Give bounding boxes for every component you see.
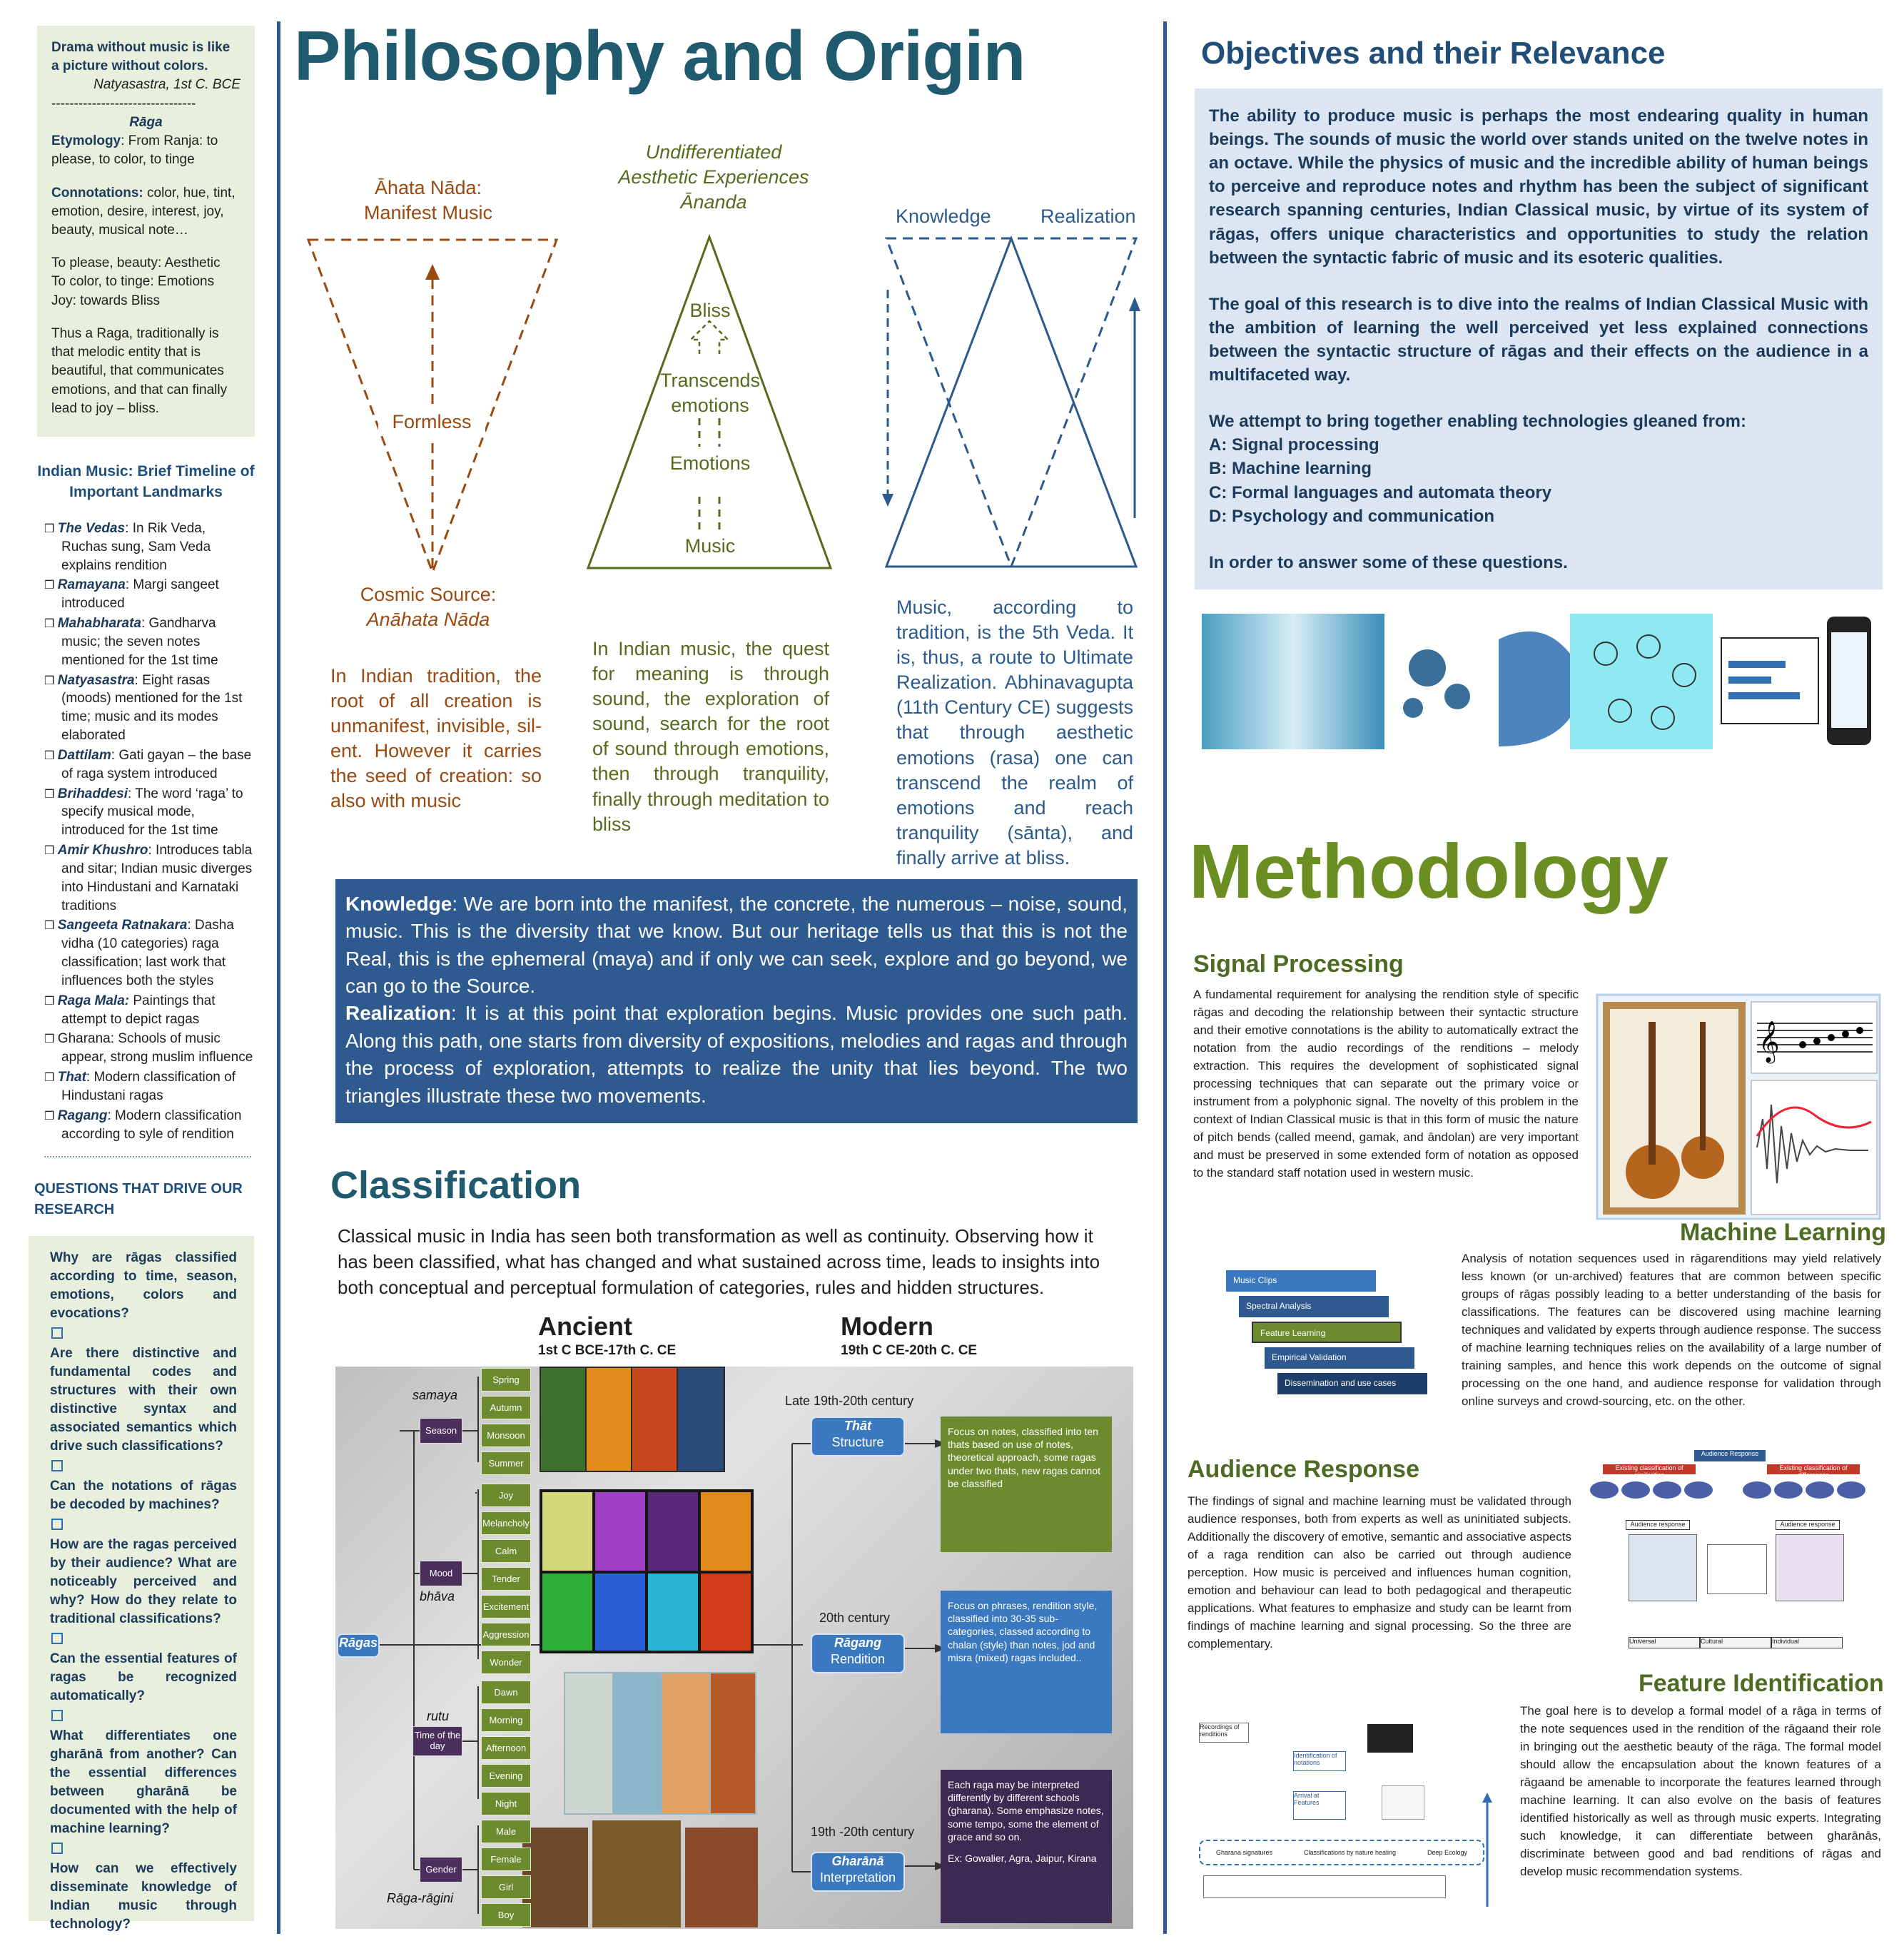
ml-step: Spectral Analysis — [1239, 1296, 1389, 1317]
question-item: How can we effectively disseminate knowledge of Indian music through technology? — [50, 1861, 237, 1932]
timeline-item: ❒ Gharana: Schools of music appear, strong muslim influence — [44, 1030, 255, 1067]
objective-d: D: Psychology and communication — [1209, 506, 1495, 526]
audience-response-diagram — [1589, 1450, 1883, 1658]
checkbox-icon — [51, 1460, 63, 1471]
knowledge-realization-box — [335, 879, 1138, 1123]
mood-item: Melancholy — [481, 1511, 531, 1535]
season-item: Autumn — [481, 1396, 531, 1419]
question-item: How are the ragas perceived by their audience? What are noticeably perceived and why? How do they relate to traditional classifications? — [50, 1537, 237, 1627]
fi-bottom-row: Gharana signatures Classifications by nature healing Deep Ecology — [1199, 1840, 1484, 1865]
quote-source: Natyasastra, 1st C. BCE — [93, 77, 240, 93]
modern-heading: Modern — [841, 1312, 933, 1341]
column-divider-right — [1163, 21, 1167, 1934]
raga-summary: Thus a Raga, traditionally is that melodic entity that is beautiful, that communicates emotions, and that can finally lead to joy – bliss. — [51, 325, 228, 416]
connotations: Connotations: color, hue, tint, emotion, desire, interest, joy, beauty, musical note… — [51, 185, 236, 238]
fi-features: Arrival at Features — [1293, 1791, 1346, 1820]
aesthetic-line: To please, beauty: Aesthetic — [51, 255, 221, 271]
audience-response-title: Audience Response — [1188, 1456, 1419, 1483]
ar-diag-nodes — [1589, 1479, 1883, 1507]
ar-diag-resp1: Audience response — [1626, 1520, 1690, 1530]
ar-diag-sim-box — [1629, 1534, 1697, 1601]
classification-intro: Classical music in India has seen both transformation as well as continuity. Observing how it has been classified, what has changed and what sustained across time, leads to insights into both conceptual and perceptual formulation of categories, rules and hidden structures. — [338, 1225, 1100, 1298]
ar-diag-diff-box — [1776, 1534, 1844, 1601]
timeline-item: ❒ Mahabharata: Gandharva music; the seven notes mentioned for the 1st time — [44, 614, 255, 669]
bhava-label: bhāva — [420, 1589, 455, 1603]
quote: Drama without music is like a picture without colors. — [51, 40, 231, 74]
questions-box — [29, 1236, 254, 1932]
raga-definition-box — [37, 26, 255, 437]
that-info: Focus on notes, classified into ten thats based on use of notes, theoretical approach, some ragas under two thats, new ragas cannot be classified — [941, 1417, 1112, 1552]
tri2-transcends: Transcends emotions — [659, 370, 761, 417]
questions-title: QUESTIONS THAT DRIVE OUR RESEARCH — [34, 1181, 243, 1217]
ar-diag-diff: Existing classification of differences — [1767, 1464, 1860, 1474]
timeline-item: ❒ The Vedas: In Rik Veda, Ruchas sung, Sam Veda explains rendition — [44, 520, 255, 574]
gender-item: Girl — [481, 1875, 531, 1899]
objective-b: B: Machine learning — [1209, 459, 1372, 479]
season-item: Spring — [481, 1368, 531, 1392]
mood-item: Excitement — [481, 1595, 531, 1618]
classification-title: Classification — [330, 1164, 582, 1207]
classification-diagram — [335, 1367, 1133, 1929]
ar-diag-sim: Existing classification of similarities — [1603, 1464, 1696, 1474]
mood-item: Tender — [481, 1567, 531, 1591]
tri3-realization-label: Realization — [1040, 206, 1136, 227]
time-item: Evening — [481, 1764, 531, 1788]
gender-item: Female — [481, 1848, 531, 1871]
time-node: Time of the day — [412, 1726, 462, 1756]
timeline-item: ❒ Brihaddesi: The word ‘raga’ to specify musical mode, introduced for the 1st time — [44, 785, 255, 840]
timeline-title: Indian Music: Brief Timeline of Important Landmarks — [37, 463, 255, 501]
season-item: Summer — [481, 1451, 531, 1475]
joy-line: Joy: towards Bliss — [51, 293, 161, 308]
signal-processing-title: Signal Processing — [1193, 951, 1404, 978]
period-20th: 20th century — [819, 1611, 891, 1625]
ragang-info: Focus on phrases, rendition style, classified into 30-35 sub-categories, classed according to chalan (style) than notes, jod and misra (mixed) ragas included.. — [941, 1591, 1112, 1733]
tri3-knowledge-label: Knowledge — [896, 206, 991, 227]
tri2-emotions: Emotions — [669, 452, 751, 474]
gharana-node: Gharānā Interpretation — [811, 1852, 905, 1892]
feature-identification-text: The goal here is to develop a formal model of a rāga in terms of the note sequences used in the rendition of the rāgaand their role in bringing out the aesthetic beauty of the rāga. The formal model should allow the encapsulation about the known features of a rāgaand be amenable to incorporate the features learned through machine learning. It can also evolve on the basis of features identified historically as well as through music experts. Integrating such knowledge, it can differentiate between gharānās, discriminate between good and bad renditions of rāgas and develop music recommendation systems. — [1520, 1704, 1881, 1878]
that-node: Thāt Structure — [811, 1417, 905, 1456]
technology-images — [1192, 611, 1888, 754]
ml-step: Feature Learning — [1252, 1322, 1402, 1343]
knowledge-para: Knowledge: We are born into the manifest, the concrete, the numerous – noise, sound, music. This is the diversity that we know. But our heritage tells us that this is not the Real, this is the ephemeral (maya) and if only we can seek, explore and go beyond, we can go to the Source. — [345, 893, 1128, 998]
timeline-item: ❒ Ramayana: Margi sangeet introduced — [44, 576, 255, 613]
fi-identification: Identification of notations — [1293, 1751, 1346, 1771]
time-item: Night — [481, 1792, 531, 1815]
spectrogram-image — [1202, 614, 1384, 749]
tri1-description: In Indian tradition, the root of all creation is unmanifest, invisible, sil-ent. However it carries the seed of creation: so also with music — [330, 665, 542, 812]
objectives-p4: In order to answer some of these questions. — [1209, 552, 1568, 572]
ar-diag-resp2: Audience response — [1776, 1520, 1840, 1530]
objectives-box — [1195, 88, 1883, 589]
tri2-music: Music — [684, 535, 736, 557]
page-title: Philosophy and Origin — [294, 16, 1026, 95]
objectives-p2: The goal of this research is to dive into the realms of Indian Classical Music with the ambition of learning the well perceived yet less explained connections between the syntactic structure of rāgas and their effects on the audience in a multifaceted way. — [1209, 294, 1868, 385]
season-item: Monsoon — [481, 1424, 531, 1447]
checkbox-icon — [51, 1519, 63, 1530]
tri1-bottom-label: Cosmic Source: Anāhata Nāda — [360, 584, 497, 631]
fi-recordings: Recordings of renditions — [1199, 1723, 1249, 1743]
inverted-triangle-diagram — [305, 233, 559, 579]
ar-diag-bottom: Universal Cultural Individual — [1629, 1637, 1843, 1648]
ragas-root-node: Rāgas — [337, 1633, 380, 1658]
checkbox-icon — [51, 1327, 63, 1339]
automata-image — [1570, 614, 1713, 749]
mood-node: Mood — [420, 1561, 462, 1586]
ml-step: Dissemination and use cases — [1277, 1373, 1427, 1394]
mood-item: Wonder — [481, 1651, 531, 1674]
timeline-item: ❒ Amir Khushro: Introduces tabla and sitar; Indian music diverges into Hindustani and Karnataki traditions — [44, 841, 255, 915]
timeline-list — [44, 520, 255, 1145]
mood-item: Calm — [481, 1539, 531, 1563]
tri1-top-label: Āhata Nāda: Manifest Music — [363, 177, 493, 224]
gender-node: Gender — [420, 1857, 462, 1882]
checkbox-icon — [51, 1843, 63, 1854]
machine-learning-text: Analysis of notation sequences used in rāgarenditions may yield relatively less known (or un-archived) features that are common between specific groups of rāgas possibly leading to a better understanding of the basis for classifications. The features can be discovered using machine learning techniques and validated by experts through audience response. The success of machine learning techniques relies on the availability of a large number of training samples, and hence this work depends on the outcome of signal processing on the one hand, and audience response for validation through online surveys and crowd-sourcing, etc. on the other. — [1462, 1252, 1881, 1408]
objectives-title: Objectives and their Relevance — [1201, 36, 1666, 71]
tri1-formless: Formless — [378, 410, 485, 435]
timeline-item: ❒ Dattilam: Gati gayan – the base of raga system introduced — [44, 746, 255, 784]
audience-response-text: The findings of signal and machine learning must be validated through audience responses, both from experts as well as uninitiated subjects. Additionally the discovery of emotive, semantic and associative aspects of a raga rendition can also be carried out through audience perception. How music is perceived and influences human cognition, emotion and behaviour can lead to both pedagogical and therapeutic applications. What features to emphasize and study can be learnt from findings of machine learning and signal processing. So the three are complementary. — [1188, 1494, 1571, 1651]
fi-grid-image — [1382, 1785, 1424, 1820]
samaya-label: samaya — [412, 1388, 458, 1402]
gender-item: Male — [481, 1820, 531, 1843]
brain-image — [1499, 632, 1577, 746]
feature-identification-title: Feature Identification — [1639, 1670, 1884, 1697]
question-item: Why are rāgas classified according to time, season, emotions, colors and evocations? — [50, 1250, 237, 1322]
timeline-item: ❒ Natyasastra: Eight rasas (moods) mentioned for the 1st time; music and its modes elaborated — [44, 672, 255, 745]
ar-diag-head: Audience Response — [1694, 1450, 1766, 1461]
timeline-rule — [44, 1156, 251, 1157]
svg-text:𝄞: 𝄞 — [1758, 1020, 1780, 1062]
ancient-period: 1st C BCE-17th C. CE — [538, 1343, 677, 1358]
raga-ragini-label: Rāga-rāgini — [387, 1891, 454, 1905]
instruments-images — [1596, 993, 1881, 1220]
feature-identification-diagram — [1196, 1714, 1493, 1912]
timeline-item: ❒ Ragang: Modern classification according to syle of rendition — [44, 1107, 255, 1144]
checkbox-icon — [51, 1633, 63, 1644]
tri2-description: In Indian music, the quest for meaning is through sound, the exploration of sound, search for the root of sound through emotions, then through tranquility, finally through meditation to bliss — [592, 638, 829, 835]
gharana-info: Each raga may be interpreted differently by different schools (gharana). Some emphasize notes, some tempo, some the element of grace and so on. Ex: Gowalier, Agra, Jaipur, Kirana — [941, 1770, 1112, 1923]
fi-up-arrow — [1482, 1793, 1493, 1907]
realization-para: Realization: It is at this point that exploration begins. Music provides one such path. Along this path, one starts from diversity of expositions, melodies and ragas and through the process of exploration, attempts to realize the unity that lies beyond. The two triangles illustrate these two movements. — [345, 1002, 1128, 1107]
question-item: Are there distinctive and fundamental codes and structures with their own distinctive syntax and associated semantics which drive such classifications? — [50, 1346, 237, 1454]
signal-processing-text: A fundamental requirement for analysing the rendition style of specific rāgas and decoding the relationship between their syntactic structure and their emotive connotations is the ability to automatically extract the notation from the audio recordings of the renditions – melody extraction. This requires the development of sophisticated signal processing techniques that can separate out the primary voice or instrument from a polyphonic signal. The novelty of this problem in the context of Indian Classical music is that in this form of music the nature of pitch bends (called meend, gamak, and āndolan) are very important and must be preserved in some extended form of notation as opposed to the standard staff notation used in western music. — [1193, 988, 1579, 1180]
season-node: Season — [420, 1418, 462, 1444]
time-item: Afternoon — [481, 1736, 531, 1760]
ml-step: Empirical Validation — [1265, 1347, 1414, 1369]
ml-pipeline-diagram — [1200, 1267, 1426, 1410]
rutu-label: rutu — [427, 1709, 450, 1723]
etymology: Etymology: From Ranja: to please, to color, to tinge — [51, 133, 218, 168]
period-19-20: 19th -20th century — [811, 1825, 915, 1839]
mood-item: Aggression — [481, 1623, 531, 1646]
timeline-item: ❒ That: Modern classification of Hindustani ragas — [44, 1068, 255, 1105]
objective-a: A: Signal processing — [1209, 435, 1379, 455]
tri3-description: Music, according to tradition, is the 5th Veda. It is, thus, a route to Ultimate Realization. Abhinavagupta (11th Century CE) suggests that through aesthetic emotions (rasa) one can transcend the realm of emotions and reach tranquility (sānta), and finally arrive at bliss. — [896, 597, 1133, 868]
timeline-item: ❒ Sangeeta Ratnakara: Dasha vidha (10 categories) raga classification; last work that influences both the styles — [44, 916, 255, 990]
mood-item: Joy — [481, 1484, 531, 1507]
column-divider-left — [277, 21, 280, 1934]
question-item: Can the essential features of ragas be recognized automatically? — [50, 1651, 237, 1704]
modern-period: 19th C CE-20th C. CE — [841, 1343, 978, 1358]
machine-learning-title: Machine Learning — [1680, 1219, 1887, 1246]
divider: -------------------------------- — [51, 96, 196, 111]
timeline-item: ❒ Raga Mala: Paintings that attempt to depict ragas — [44, 992, 255, 1029]
tri2-bliss: Bliss — [689, 300, 731, 321]
double-triangle-diagram — [882, 233, 1140, 572]
checkbox-icon — [51, 1710, 63, 1721]
methodology-title: Methodology — [1189, 828, 1668, 914]
time-item: Morning — [481, 1708, 531, 1732]
time-item: Dawn — [481, 1681, 531, 1704]
question-item: What differentiates one gharānā from another? Can the essential differences between gharānā be documented with the help of machine learning? — [50, 1728, 237, 1837]
fi-keyboard-image — [1367, 1724, 1413, 1753]
tri2-top-label: Undifferentiated Aesthetic Experiences Ānanda — [618, 141, 809, 213]
ragang-node: Rāgang Rendition — [811, 1633, 905, 1673]
ml-step: Music Clips — [1226, 1270, 1376, 1292]
gender-item: Boy — [481, 1903, 531, 1927]
objectives-p3: We attempt to bring together enabling technologies gleaned from: — [1209, 412, 1746, 432]
period-late19: Late 19th-20th century — [785, 1394, 914, 1408]
objectives-p1: The ability to produce music is perhaps the most endearing quality in human beings. The sounds of music the world over stands united on the twelve notes in an octave. While the physics of music and the incredible ability of human beings to perceive and reproduce notes and rhythm has been the subject of significant research spanning centuries, Indian Classical music, by virtue of its system of rāgas, offers unique characteristics and opportunities to study the relation between the syntactic fabric of music and its esoteric qualities. — [1209, 106, 1868, 268]
ancient-heading: Ancient — [538, 1312, 633, 1341]
emotions-line: To color, to tinge: Emotions — [51, 274, 215, 290]
ar-diag-approach-box — [1707, 1544, 1767, 1594]
objective-c: C: Formal languages and automata theory — [1209, 482, 1552, 502]
fi-bottom-box — [1203, 1875, 1446, 1898]
gear-head-image — [1403, 649, 1470, 718]
question-item: Can the notations of rāgas be decoded by machines? — [50, 1479, 237, 1513]
raga-head: Rāga — [129, 114, 163, 130]
